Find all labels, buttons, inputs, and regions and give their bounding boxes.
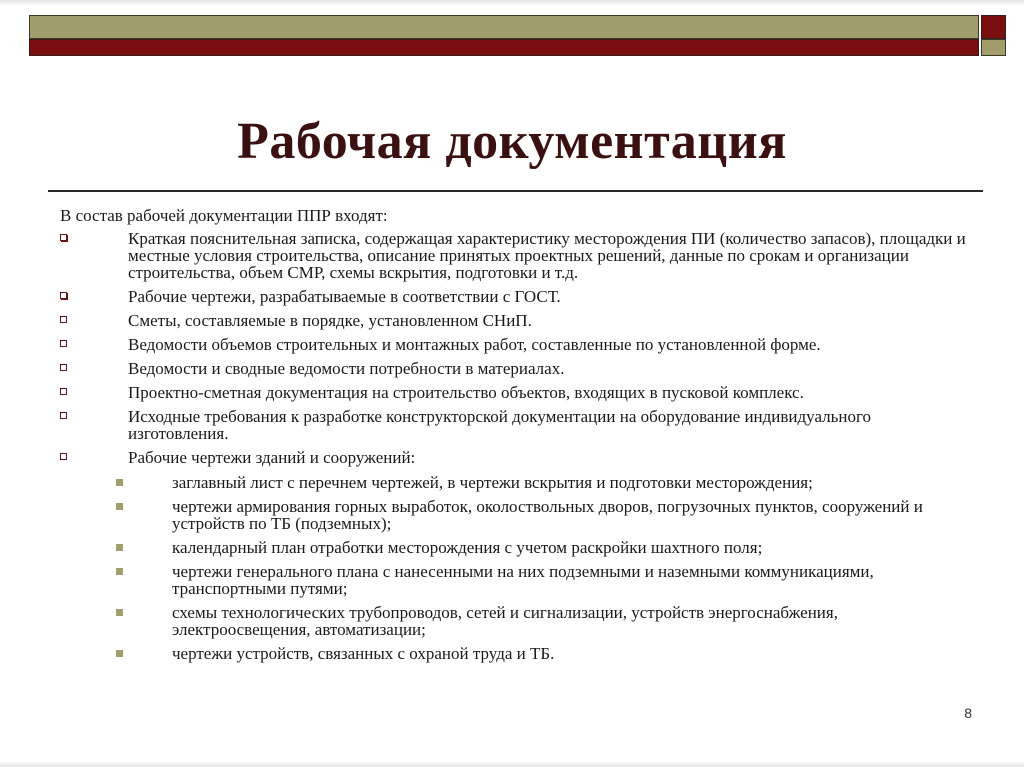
sub-list-item (116, 604, 970, 638)
square-bullet-icon (60, 388, 67, 395)
sub-list-item-text: схемы технологических трубопроводов, сетей и сигнализации, устройств энергоснабжения, электроосвещения, автоматизации; (172, 603, 838, 639)
sub-list-item-text: чертежи генерального плана с нанесенными на них подземными и наземными коммуникациями, транспортными путями; (172, 562, 874, 598)
intro-text: В состав рабочей документации ППР входят: (60, 206, 388, 225)
list-item (60, 384, 970, 401)
filled-square-bullet-icon (116, 650, 123, 657)
sub-list-item (116, 563, 970, 597)
header-bar-red (29, 39, 979, 56)
sub-list-item-text: календарный план отработки месторождения с учетом раскройки шахтного поля; (172, 538, 763, 557)
square-bullet-icon (60, 316, 67, 323)
frame-shadow-bottom (0, 761, 1024, 767)
list-item-text: Ведомости объемов строительных и монтажных работ, составленные по установленной форме. (128, 335, 821, 354)
square-bullet-icon (60, 453, 67, 460)
sub-list-item-text: заглавный лист с перечнем чертежей, в чертежи вскрытия и подготовки месторождения; (172, 473, 813, 492)
bullet-list (60, 230, 970, 662)
list-item (60, 288, 970, 305)
list-item (60, 360, 970, 377)
filled-square-bullet-icon (116, 568, 123, 575)
list-item-text: Сметы, составляемые в порядке, установленном СНиП. (128, 311, 532, 330)
filled-square-bullet-icon (116, 479, 123, 486)
header-square-olive (981, 39, 1006, 56)
header-square-red (981, 15, 1006, 39)
sub-list-item-text: чертежи армирования горных выработок, околоствольных дворов, погрузочных пунктов, сооружений и устройств по ТБ (подземных); (172, 497, 923, 533)
list-item-text: Проектно-сметная документация на строительство объектов, входящих в пусковой комплекс. (128, 383, 804, 402)
slide-body (60, 207, 970, 669)
frame-shadow-top (0, 0, 1024, 6)
square-bullet-icon (60, 292, 67, 299)
list-item (60, 408, 970, 442)
page-number: 8 (964, 705, 972, 721)
list-item (60, 230, 970, 281)
square-bullet-icon (60, 234, 67, 241)
sub-list-item (116, 539, 970, 556)
list-item-text: Исходные требования к разработке конструкторской документации на оборудование индивидуального изготовления. (128, 407, 872, 443)
sub-list-item-text: чертежи устройств, связанных с охраной труда и ТБ. (172, 644, 555, 663)
title-divider (48, 190, 983, 192)
slide-title: Рабочая документация (237, 113, 787, 170)
list-item (60, 336, 970, 353)
sub-list-item (116, 498, 970, 532)
header-bar-olive (29, 15, 979, 39)
filled-square-bullet-icon (116, 609, 123, 616)
sub-list-item (116, 474, 970, 491)
filled-square-bullet-icon (116, 503, 123, 510)
sub-list-item (116, 645, 970, 662)
square-bullet-icon (60, 340, 67, 347)
list-item-text: Краткая пояснительная записка, содержащая характеристику месторождения ПИ (количество запасов), площадки и местные условия строительства, описание принятых проектных решений, данные по срокам и организации строительства, объем СМР, схемы вскрытия, подготовки и т.д. (128, 229, 966, 282)
list-item-text: Рабочие чертежи, разрабатываемые в соответствии с ГОСТ. (128, 287, 561, 306)
list-item-text: Ведомости и сводные ведомости потребности в материалах. (128, 359, 565, 378)
filled-square-bullet-icon (116, 544, 123, 551)
sub-bullet-list (116, 474, 970, 662)
square-bullet-icon (60, 364, 67, 371)
list-item-text: Рабочие чертежи зданий и сооружений: (128, 448, 416, 467)
list-item (60, 312, 970, 329)
list-item (60, 449, 970, 662)
square-bullet-icon (60, 412, 67, 419)
